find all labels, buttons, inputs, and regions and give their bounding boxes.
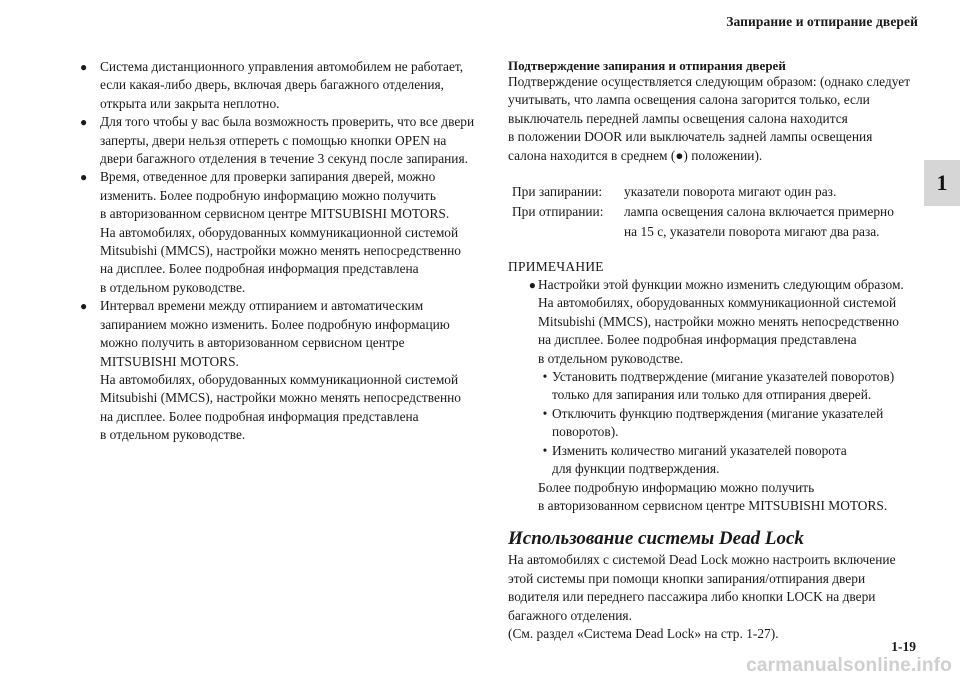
text-line: На автомобилях, оборудованных коммуникационной системой — [100, 371, 459, 387]
page-header-title: Запирание и отпирание дверей — [726, 14, 918, 29]
text-line: Mitsubishi (MMCS), настройки можно менять непосредственно — [100, 243, 461, 259]
indicator-label: При отпирании: — [512, 204, 604, 220]
text-line: Подтверждение осуществляется следующим образом: (однако следует — [508, 74, 911, 89]
text-line: Для того чтобы у вас была возможность проверить, что все двери — [100, 114, 475, 130]
text-line: этой системы при помощи кнопки запирания/отпирания двери — [508, 570, 866, 586]
text-line: На автомобилях с системой Dead Lock можно настроить включение — [508, 552, 896, 568]
text-line: двери багажного отделения в течение 3 секунд после запирания. — [100, 151, 468, 167]
dead-lock-heading: Использование системы Dead Lock — [508, 528, 804, 550]
indicator-table — [512, 182, 922, 242]
indicator-value-line: на 15 с, указатели поворота мигают два раза. — [624, 224, 880, 240]
text-line: Более подробную информацию можно получить — [538, 479, 815, 495]
text-line: на дисплее. Более подробная информация представлена — [100, 408, 419, 424]
chapter-tab[interactable] — [924, 160, 960, 206]
text-line: если какая-либо дверь, включая дверь багажного отделения, — [100, 77, 444, 93]
bullet-icon: ● — [80, 170, 88, 185]
text-line: можно получить в авторизованном сервисном центре — [100, 335, 405, 351]
bullet-icon: ● — [80, 60, 88, 74]
text-line: в положении DOOR или выключатель задней лампы освещения — [508, 129, 873, 145]
text-line: в авторизованном сервисном центре MITSUBISHI MOTORS. — [538, 497, 888, 513]
text-line: водителя или переднего пассажира либо кнопки LOCK на двери — [508, 589, 876, 605]
page-number: 1-19 — [891, 639, 916, 654]
confirmation-intro — [508, 73, 922, 165]
text-line: Система дистанционного управления автомобилем не работает, — [100, 59, 464, 74]
text-line: только для запирания или только для отпирания дверей. — [552, 387, 872, 403]
text-line: в авторизованном сервисном центре MITSUBISHI MOTORS. — [100, 206, 450, 222]
text-line: для функции подтверждения. — [552, 461, 720, 477]
indicator-value-line: указатели поворота мигают один раз. — [624, 184, 837, 200]
text-line: открыта или закрыта неплотно. — [100, 95, 280, 111]
text-line: MITSUBISHI MOTORS. — [100, 353, 239, 369]
text-line: Mitsubishi (MMCS), настройки можно менять непосредственно — [100, 390, 461, 406]
text-line: На автомобилях, оборудованных коммуникационной системой — [538, 295, 897, 311]
left-column — [80, 58, 480, 445]
chapter-tab-label: 1 — [936, 170, 948, 195]
bullet-item — [80, 297, 480, 444]
indicator-row-unlock — [512, 202, 922, 242]
text-line: изменить. Более подробную информацию можно получить — [100, 187, 436, 203]
note-heading: ПРИМЕЧАНИЕ — [508, 259, 604, 275]
text-line: салона находится в среднем (●) положении). — [508, 147, 763, 163]
text-line: Отключить функцию подтверждения (мигание указателей — [552, 405, 884, 421]
text-line: поворотов). — [552, 424, 619, 440]
right-column — [508, 58, 922, 643]
bullet-icon: ● — [80, 299, 88, 314]
text-line: Настройки этой функции можно изменить следующим образом. — [538, 277, 904, 293]
indicator-value-line: лампа освещения салона включается примерно — [624, 204, 894, 220]
dead-lock-body — [508, 551, 922, 643]
text-line: запиранием можно изменить. Более подробную информацию — [100, 316, 450, 332]
text-line: в отдельном руководстве. — [538, 350, 684, 366]
text-line: в отдельном руководстве. — [100, 279, 246, 295]
note-sub-item — [538, 442, 922, 479]
note-block — [508, 276, 922, 515]
indicator-row-lock — [512, 182, 922, 202]
text-line: багажного отделения. — [508, 607, 632, 623]
note-sub-item — [538, 368, 922, 405]
sub-bullet-icon: • — [542, 442, 548, 458]
sub-bullet-icon: • — [542, 369, 548, 385]
indicator-label: При запирании: — [512, 184, 603, 200]
text-line: заперты, двери нельзя отпереть с помощью кнопки OPEN на — [100, 132, 447, 148]
text-line: на дисплее. Более подробная информация представлена — [538, 332, 857, 348]
text-line: в отдельном руководстве. — [100, 427, 246, 443]
text-line: выключатель передней лампы освещения салона находится — [508, 110, 848, 126]
page-reference-link[interactable]: (См. раздел «Система Dead Lock» на стр. 1-27). — [508, 625, 779, 641]
text-line: Изменить количество миганий указателей поворота — [552, 442, 847, 458]
confirmation-subheading: Подтверждение запирания и отпирания дверей — [508, 58, 786, 73]
text-line: На автомобилях, оборудованных коммуникационной системой — [100, 224, 459, 240]
text-line: на дисплее. Более подробная информация представлена — [100, 261, 419, 277]
sub-bullet-icon: • — [542, 405, 548, 421]
bullet-item — [80, 58, 480, 113]
bullet-item — [80, 168, 480, 297]
watermark: carmanualsonline.info — [746, 655, 952, 676]
bullet-icon: ● — [528, 278, 536, 293]
bullet-icon: ● — [80, 115, 88, 130]
text-line: Время, отведенное для проверки запирания дверей, можно — [100, 169, 436, 185]
text-line: Mitsubishi (MMCS), настройки можно менять непосредственно — [538, 313, 899, 329]
text-line: учитывать, что лампа освещения салона загорится только, если — [508, 92, 870, 108]
text-line: Интервал времени между отпиранием и автоматическим — [100, 298, 424, 314]
note-sub-item — [538, 405, 922, 442]
bullet-item — [80, 113, 480, 168]
text-line: Установить подтверждение (мигание указателей поворотов) — [552, 369, 895, 385]
